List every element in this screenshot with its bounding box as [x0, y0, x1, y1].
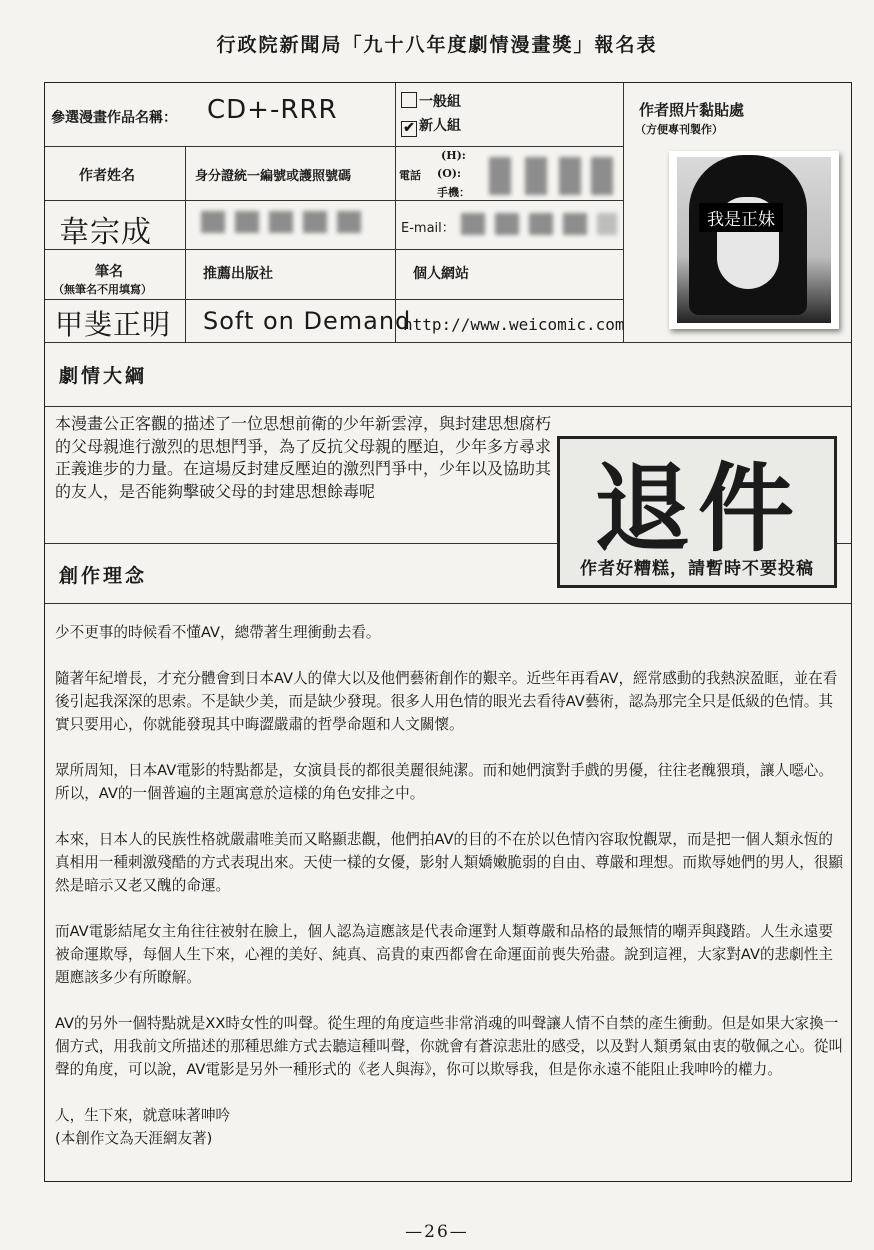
- group-new-option[interactable]: [401, 115, 461, 137]
- redacted-phone: [591, 157, 613, 195]
- pen-name-value: 甲斐正明: [55, 308, 172, 341]
- redacted-id: [303, 211, 327, 233]
- redacted-id: [269, 211, 293, 233]
- synopsis-text: 本漫畫公正客觀的描述了一位思想前衛的少年新雲淳，與封建思想腐朽的父母親進行激烈的思想鬥爭，為了反抗父母親的壓迫，少年多方尋求正義進步的力量。在這場反封建反壓迫的激烈鬥爭中，少年以及協助其的友人，是否能夠擊破父母的封建思想餘毒呢: [55, 414, 552, 501]
- author-name-value: 韋宗成: [59, 215, 152, 250]
- row-divider: [45, 603, 851, 604]
- col-divider: [185, 146, 186, 342]
- redacted-phone: [489, 157, 511, 195]
- photo-caption: 我是正妹: [699, 203, 783, 232]
- work-title-value: CD+-RRR: [207, 95, 338, 125]
- essay-paragraph: 隨著年紀增長，才充分體會到日本AV人的偉大以及他們藝術創作的艱辛。近些年再看AV，經常感動的我熱淚盈眶，並在看後引起我深深的思索。不是缺少美，而是缺少發現。很多人用色情的眼光去看待AV藝術，認為那完全只是低級的色情。其實只要用心，你就能發現其中晦澀嚴肅的哲學命題和人文關懷。: [55, 670, 838, 733]
- redacted-email: [597, 213, 617, 235]
- redacted-email: [529, 213, 553, 235]
- redacted-email: [461, 213, 485, 235]
- col-divider: [395, 83, 396, 146]
- row-divider: [45, 200, 623, 201]
- stamp-sub-text: 作者好糟糕，請暫時不要投稿: [580, 559, 814, 579]
- checkbox-general[interactable]: [401, 92, 417, 108]
- group-general-label: 一般組: [419, 94, 461, 110]
- redacted-id: [337, 211, 361, 233]
- photo-label: 作者照片黏貼處: [639, 101, 745, 119]
- phone-mobile-label: 手機：: [437, 186, 470, 199]
- group-new-label: 新人組: [419, 118, 461, 134]
- page-number: —26—: [405, 1222, 469, 1242]
- row-divider: [45, 406, 851, 407]
- row-divider: [45, 299, 623, 300]
- redacted-phone: [559, 157, 581, 195]
- checkbox-new-checked-icon[interactable]: ✔: [401, 121, 417, 137]
- work-title-label: 參選漫畫作品名稱：: [51, 110, 177, 126]
- essay-paragraph: 眾所周知，日本AV電影的特點都是，女演員長的都很美麗很純潔。而和她們演對手戲的男優，往往老醜猥瑣，讓人噁心。所以，AV的一個普遍的主題寓意於這樣的角色安排之中。: [55, 762, 833, 802]
- phone-home-label: (H):: [441, 149, 466, 162]
- publisher-value: Soft on Demand: [203, 307, 412, 335]
- phone-office-label: (O):: [437, 167, 462, 180]
- author-photo: [669, 151, 839, 329]
- pen-name-note: （無筆名不用填寫）: [53, 283, 152, 296]
- stamp-main-text: 退件: [594, 452, 802, 565]
- concept-heading: 創作理念: [59, 565, 148, 587]
- website-value: http://www.weicomic.com: [403, 315, 625, 334]
- redacted-email: [495, 213, 519, 235]
- rejection-stamp: [557, 436, 837, 588]
- essay-note: (本創作文為天涯網友著): [55, 1130, 213, 1147]
- website-label: 個人網站: [413, 266, 469, 282]
- redacted-id: [235, 211, 259, 233]
- email-label: E-mail：: [401, 221, 455, 236]
- col-divider: [623, 83, 624, 342]
- photo-note: （方便專刊製作）: [635, 123, 723, 136]
- essay-paragraph: AV的另外一個特點就是XX時女性的叫聲。從生理的角度這些非常消魂的叫聲讓人情不自禁的產生衝動。但是如果大家換一個方式，用我前文所描述的那種思維方式去聽這種叫聲，你就會有蒼涼悲壯的感受，以及對人類勇氣由衷的敬佩之心。從叫聲的角度，可以說，AV電影是另外一種形式的《老人與海》，你可以欺辱我，但是你永遠不能阻止我呻吟的權力。: [55, 1015, 844, 1078]
- id-label: 身分證統一編號或護照號碼: [195, 169, 352, 184]
- synopsis-heading: 劇情大綱: [59, 365, 148, 387]
- row-divider: [45, 146, 623, 147]
- essay-paragraph: 本來，日本人的民族性格就嚴肅唯美而又略顯悲觀，他們拍AV的目的不在於以色情內容取悅觀眾，而是把一個人類永恆的真相用一種刺激殘酷的方式表現出來。天使一樣的女優，影射人類嬌嫩脆弱的自由、尊嚴和理想。而欺辱她們的男人，很顯然是暗示又老又醜的命運。: [55, 831, 844, 894]
- registration-form: [44, 82, 852, 1182]
- redacted-phone: [525, 157, 547, 195]
- pen-name-label: 筆名: [95, 264, 123, 280]
- redacted-email: [563, 213, 587, 235]
- author-name-label: 作者姓名: [79, 168, 135, 184]
- essay-closing: 人，生下來，就意味著呻吟: [55, 1107, 231, 1124]
- form-title: 行政院新聞局「九十八年度劇情漫畫獎」報名表: [216, 34, 658, 56]
- concept-essay: [55, 621, 845, 1150]
- publisher-label: 推薦出版社: [203, 266, 273, 282]
- group-general-option[interactable]: [401, 91, 461, 111]
- essay-paragraph: 而AV電影結尾女主角往往被射在臉上，個人認為這應該是代表命運對人類尊嚴和品格的最無情的嘲弄與踐踏。人生永遠要被命運欺辱，每個人生下來，心裡的美好、純真、高貴的東西都會在命運面前喪失殆盡。說到這裡，大家對AV的悲劇性主題應該多少有所瞭解。: [55, 923, 833, 986]
- redacted-id: [201, 211, 225, 233]
- phone-label: 電話: [399, 169, 421, 182]
- essay-paragraph: 少不更事的時候看不懂AV，總帶著生理衝動去看。: [55, 624, 381, 641]
